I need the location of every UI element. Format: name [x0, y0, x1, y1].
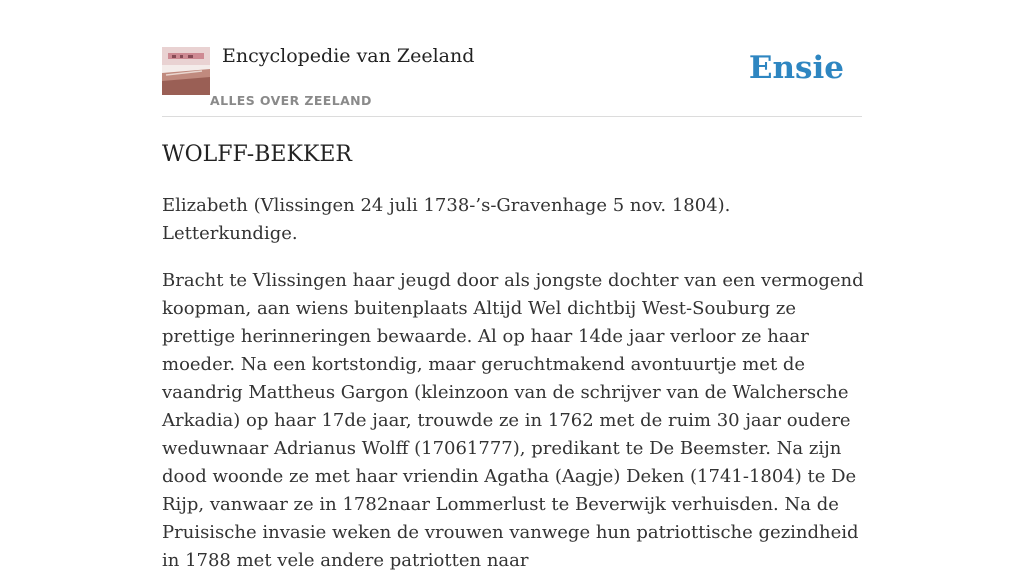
- article: [162, 140, 866, 575]
- site-title[interactable]: Encyclopedie van Zeeland: [222, 45, 475, 67]
- article-body: Bracht te Vlissingen haar jeugd door als jongste dochter van een vermogend koopman, aan wiens buitenplaats Altijd Wel dichtbij West-Souburg ze prettige herinneringen bewaarde. Al op haar 14de jaar verloor ze haar moeder. Na een kortstondig, maar geruchtmakend avontuurtje met de vaandrig Mattheus Gargon (kleinzoon van de schrijver van de Walchersche Arkadia) op haar 17de jaar, trouwde ze in 1762 met de ruim 30 jaar oudere weduwnaar Adrianus Wolff (17061777), predikant te De Beemster. Na zijn dood woonde ze met haar vriendin Agatha (Aagje) Deken (1741-1804) te De Rijp, vanwaar ze in 1782naar Lommerlust te Beverwijk verhuisden. Na de Pruisische invasie weken de vrouwen vanwege hun patriottische gezindheid in 1788 met vele andere patriotten naar: [162, 270, 864, 571]
- site-header: [162, 0, 862, 117]
- site-avatar[interactable]: [162, 47, 210, 95]
- site-subtitle: ALLES OVER ZEELAND: [210, 93, 372, 108]
- article-title: WOLFF-BEKKER: [162, 142, 352, 167]
- article-lead: Elizabeth (Vlissingen 24 juli 1738-’s-Gravenhage 5 nov. 1804). Letterkundige.: [162, 195, 731, 244]
- avatar-image-icon: [162, 47, 210, 95]
- ensie-logo-link[interactable]: Ensie: [748, 50, 844, 86]
